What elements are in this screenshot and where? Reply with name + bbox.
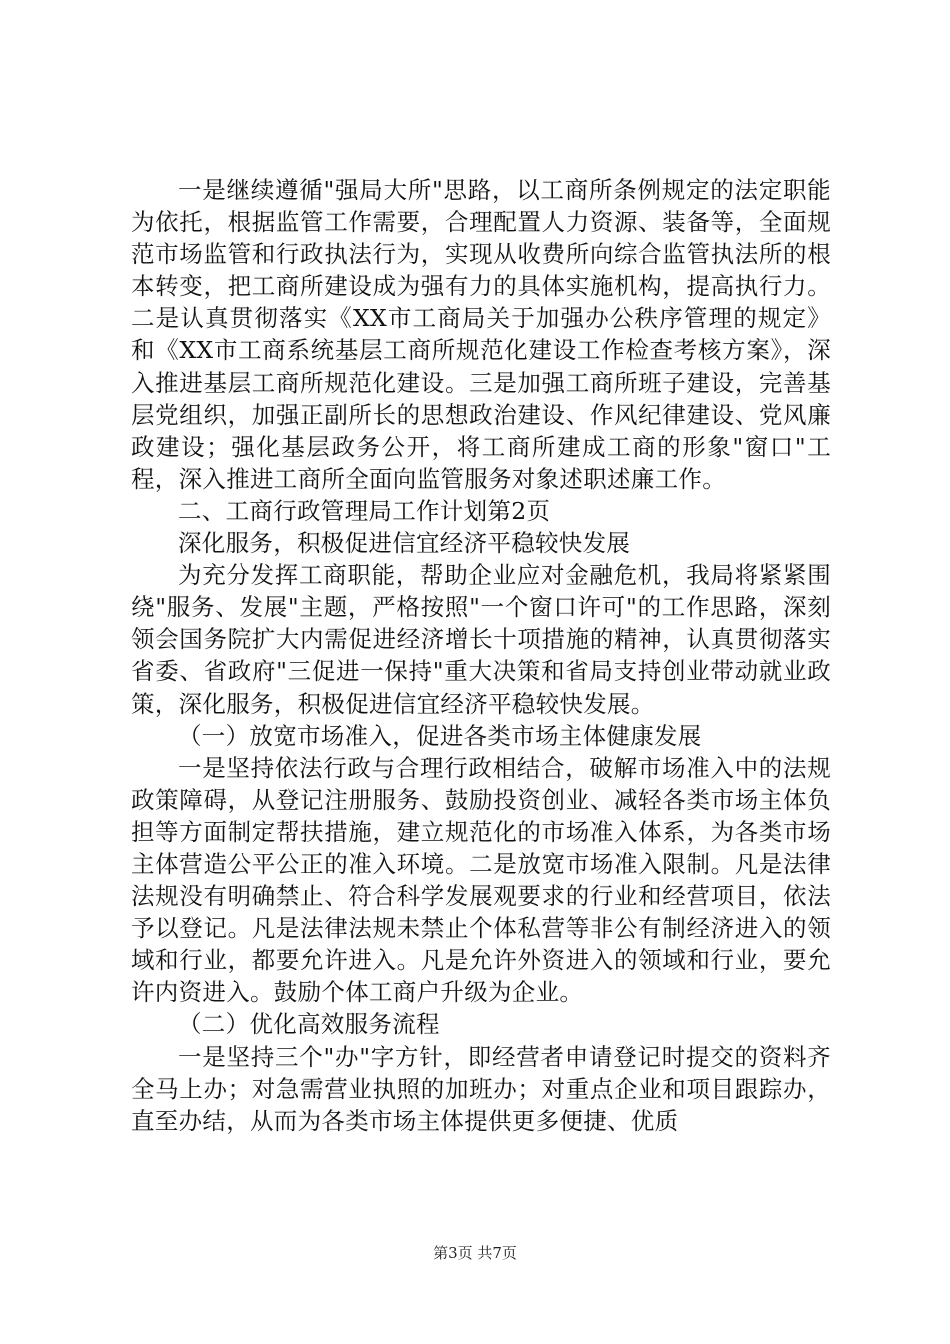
document-body <box>131 174 831 1137</box>
paragraph-service-flow: 一是坚持三个"办"字方针，即经营者申请登记时提交的资料齐全马上办；对急需营业执照的加班办；对重点企业和项目跟踪办，直至办结，从而为各类市场主体提供更多便捷、优质 <box>131 1042 831 1135</box>
paragraph-market-access: 一是坚持依法行政与合理行政相结合，破解市场准入中的法规政策障碍，从登记注册服务、鼓励投资创业、减轻各类市场主体负担等方面制定帮扶措施，建立规范化的市场准入体系，为各类市场主体营造公平公正的准入环境。二是放宽市场准入限制。凡是法律法规没有明确禁止、符合科学发展观要求的行业和经营项目，依法予以登记。凡是法律法规未禁止个体私营等非公有制经济进入的领域和行业，都要允许进入。凡是允许外资进入的领域和行业，要允许内资进入。鼓励个体工商户升级为企业。 <box>131 753 831 1007</box>
page-footer: 第3页 共7页 <box>433 1244 517 1262</box>
paragraph-intro: 为充分发挥工商职能，帮助企业应对金融危机，我局将紧紧围绕"服务、发展"主题，严格按照"一个窗口许可"的工作思路，深刻领会国务院扩大内需促进经济增长十项措施的精神，认真贯彻落实省委、省政府"三促进一保持"重大决策和省局支持创业带动就业政策，深化服务，积极促进信宜经济平稳较快发展。 <box>131 561 831 718</box>
subsection-heading-2: （二）优化高效服务流程 <box>178 1010 440 1039</box>
section-heading-2: 二、工商行政管理局工作计划第2页 <box>178 496 551 525</box>
paragraph-1: 一是继续遵循"强局大所"思路，以工商所条例规定的法定职能为依托，根据监管工作需要，合理配置人力资源、装备等，全面规范市场监管和行政执法行为，实现从收费所向综合监管执法所的根本转变，把工商所建设成为强有力的具体实施机构，提高执行力。二是认真贯彻落实《XX市工商局关于加强办公秩序管理的规定》和《XX市工商系统基层工商所规范化建设工作检查考核方案》，深入推进基层工商所规范化建设。三是加强工商所班子建设，完善基层党组织，加强正副所长的思想政治建设、作风纪律建设、党风廉政建设；强化基层政务公开，将工商所建成工商的形象"窗口"工程，深入推进工商所全面向监管服务对象述职述廉工作。 <box>131 176 831 493</box>
section-subheading: 深化服务，积极促进信宜经济平稳较快发展 <box>178 529 631 558</box>
subsection-heading-1: （一）放宽市场准入，促进各类市场主体健康发展 <box>178 721 702 750</box>
